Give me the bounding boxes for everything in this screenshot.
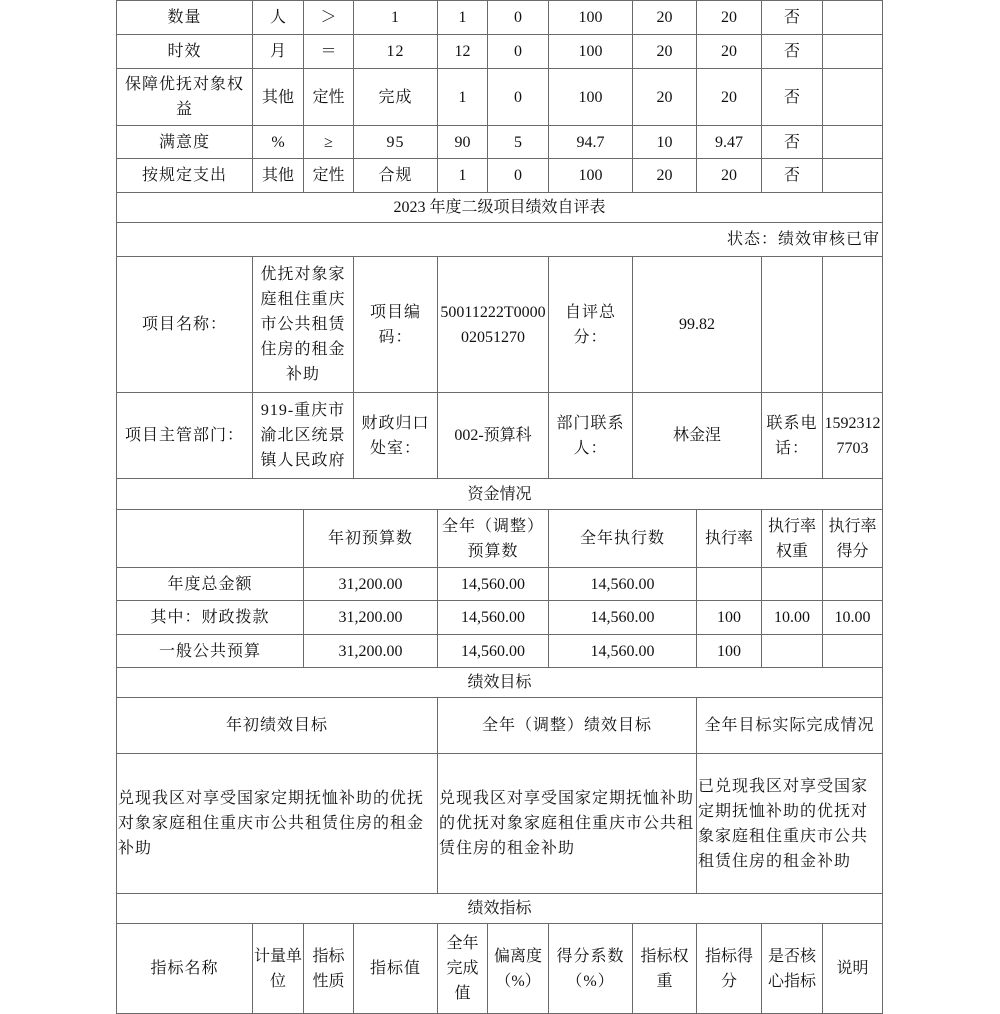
indicator-nature-cell: ＞ xyxy=(304,1,354,35)
indicator-coef-cell: 100 xyxy=(549,1,633,35)
indicator-score-cell: 20 xyxy=(697,159,762,193)
funds-row-label: 一般公共预算 xyxy=(117,635,304,668)
funds-header: 执行率 xyxy=(697,510,762,568)
indicator-note-cell xyxy=(823,35,883,69)
indicator-score-cell: 20 xyxy=(697,69,762,126)
funds-header: 全年执行数 xyxy=(549,510,697,568)
indicator-note-cell xyxy=(823,159,883,193)
goals-header: 全年目标实际完成情况 xyxy=(697,698,883,754)
dept-label: 项目主管部门： xyxy=(117,393,253,479)
performance-self-evaluation-table xyxy=(116,0,883,1014)
indicator-weight-cell: 20 xyxy=(633,159,697,193)
indicator-nature-cell: ＝ xyxy=(304,35,354,69)
funds-row-label: 其中：财政拨款 xyxy=(117,601,304,635)
indicator-actual-cell: 1 xyxy=(438,1,488,35)
funds-value-cell xyxy=(823,568,883,601)
indicator-core-cell: 否 xyxy=(762,1,823,35)
form-title: 2023 年度二级项目绩效自评表 xyxy=(117,193,883,223)
indicator-target-cell: 1 xyxy=(354,1,438,35)
indicator-coef-cell: 100 xyxy=(549,35,633,69)
indicator-name-cell: 保障优抚对象权益 xyxy=(117,69,253,126)
dept-value: 919-重庆市渝北区统景镇人民政府 xyxy=(253,393,354,479)
self-score-value: 99.82 xyxy=(633,257,762,393)
indicator-row xyxy=(117,35,883,69)
indicator-weight-cell: 20 xyxy=(633,35,697,69)
funds-header: 全年（调整）预算数 xyxy=(438,510,549,568)
indicator-header: 计量单位 xyxy=(253,924,304,1014)
goal-actual: 已兑现我区对享受国家定期抚恤补助的优抚对象家庭租住重庆市公共租赁住房的租金补助 xyxy=(697,754,883,894)
indicator-unit-cell: % xyxy=(253,126,304,159)
indicator-unit-cell: 月 xyxy=(253,35,304,69)
funds-value-cell: 31,200.00 xyxy=(304,635,438,668)
goals-value-row xyxy=(117,754,883,894)
funds-header: 执行率权重 xyxy=(762,510,823,568)
indicator-nature-cell: 定性 xyxy=(304,69,354,126)
funds-value-cell: 14,560.00 xyxy=(549,601,697,635)
status-text: 状态：绩效审核已审 xyxy=(117,223,883,257)
funds-header-row xyxy=(117,510,883,568)
indicator-actual-cell: 1 xyxy=(438,159,488,193)
funds-row xyxy=(117,568,883,601)
funds-header: 执行率得分 xyxy=(823,510,883,568)
finance-office-label: 财政归口处室： xyxy=(354,393,438,479)
contact-label: 部门联系人： xyxy=(549,393,633,479)
empty-cell xyxy=(823,257,883,393)
goals-header: 年初绩效目标 xyxy=(117,698,438,754)
indicator-nature-cell: ≥ xyxy=(304,126,354,159)
funds-value-cell: 14,560.00 xyxy=(549,635,697,668)
funds-value-cell: 14,560.00 xyxy=(549,568,697,601)
funds-value-cell xyxy=(823,635,883,668)
funds-value-cell: 100 xyxy=(697,601,762,635)
indicator-header: 偏离度（%） xyxy=(488,924,549,1014)
funds-header: 年初预算数 xyxy=(304,510,438,568)
indicator-note-cell xyxy=(823,69,883,126)
funds-value-cell xyxy=(697,568,762,601)
indicator-core-cell: 否 xyxy=(762,69,823,126)
indicator-name-cell: 满意度 xyxy=(117,126,253,159)
indicator-score-cell: 20 xyxy=(697,1,762,35)
indicator-header: 指标名称 xyxy=(117,924,253,1014)
indicator-note-cell xyxy=(823,126,883,159)
goal-initial: 兑现我区对享受国家定期抚恤补助的优抚对象家庭租住重庆市公共租赁住房的租金补助 xyxy=(117,754,438,894)
goal-adjusted: 兑现我区对享受国家定期抚恤补助的优抚对象家庭租住重庆市公共租赁住房的租金补助 xyxy=(438,754,697,894)
department-row xyxy=(117,393,883,479)
indicator-deviation-cell: 0 xyxy=(488,35,549,69)
indicator-target-cell: 95 xyxy=(354,126,438,159)
funds-value-cell xyxy=(762,635,823,668)
indicator-weight-cell: 20 xyxy=(633,1,697,35)
indicator-core-cell: 否 xyxy=(762,35,823,69)
phone-label: 联系电话： xyxy=(762,393,823,479)
goals-header-row xyxy=(117,698,883,754)
indicator-actual-cell: 1 xyxy=(438,69,488,126)
indicator-nature-cell: 定性 xyxy=(304,159,354,193)
form-title-row xyxy=(117,193,883,223)
funds-value-cell: 31,200.00 xyxy=(304,601,438,635)
funds-value-cell: 31,200.00 xyxy=(304,568,438,601)
goals-section-title: 绩效目标 xyxy=(117,668,883,698)
indicator-actual-cell: 90 xyxy=(438,126,488,159)
indicator-note-cell xyxy=(823,1,883,35)
indicator-name-cell: 按规定支出 xyxy=(117,159,253,193)
indicators-header-row xyxy=(117,924,883,1014)
indicator-deviation-cell: 0 xyxy=(488,69,549,126)
project-code-value: 50011222T000002051270 xyxy=(438,257,549,393)
funds-row xyxy=(117,635,883,668)
indicator-score-cell: 9.47 xyxy=(697,126,762,159)
empty-cell xyxy=(762,257,823,393)
goals-section-row xyxy=(117,668,883,698)
funds-row-label: 年度总金额 xyxy=(117,568,304,601)
indicator-coef-cell: 100 xyxy=(549,69,633,126)
indicator-score-cell: 20 xyxy=(697,35,762,69)
indicator-header: 是否核心指标 xyxy=(762,924,823,1014)
project-code-label: 项目编码： xyxy=(354,257,438,393)
indicator-header: 指标得分 xyxy=(697,924,762,1014)
indicator-header: 指标权重 xyxy=(633,924,697,1014)
funds-value-cell: 10.00 xyxy=(823,601,883,635)
indicator-coef-cell: 94.7 xyxy=(549,126,633,159)
project-info-row xyxy=(117,257,883,393)
funds-row xyxy=(117,601,883,635)
funds-header xyxy=(117,510,304,568)
self-score-label: 自评总分： xyxy=(549,257,633,393)
indicator-row xyxy=(117,159,883,193)
indicator-deviation-cell: 5 xyxy=(488,126,549,159)
funds-value-cell: 14,560.00 xyxy=(438,568,549,601)
indicator-core-cell: 否 xyxy=(762,126,823,159)
indicator-unit-cell: 其他 xyxy=(253,69,304,126)
indicator-weight-cell: 10 xyxy=(633,126,697,159)
project-name-label: 项目名称： xyxy=(117,257,253,393)
indicator-target-cell: 12 xyxy=(354,35,438,69)
indicator-target-cell: 完成 xyxy=(354,69,438,126)
indicator-header: 全年完成值 xyxy=(438,924,488,1014)
indicator-weight-cell: 20 xyxy=(633,69,697,126)
indicator-row xyxy=(117,1,883,35)
indicators-section-row xyxy=(117,894,883,924)
indicator-coef-cell: 100 xyxy=(549,159,633,193)
indicator-unit-cell: 其他 xyxy=(253,159,304,193)
indicator-unit-cell: 人 xyxy=(253,1,304,35)
funds-value-cell xyxy=(762,568,823,601)
indicator-target-cell: 合规 xyxy=(354,159,438,193)
indicator-row xyxy=(117,69,883,126)
funds-value-cell: 100 xyxy=(697,635,762,668)
funds-value-cell: 14,560.00 xyxy=(438,601,549,635)
indicator-name-cell: 数量 xyxy=(117,1,253,35)
indicator-header: 指标性质 xyxy=(304,924,354,1014)
funds-value-cell: 14,560.00 xyxy=(438,635,549,668)
indicator-actual-cell: 12 xyxy=(438,35,488,69)
funds-section-row xyxy=(117,479,883,510)
indicator-header: 得分系数（%） xyxy=(549,924,633,1014)
phone-value: 15923127703 xyxy=(823,393,883,479)
status-row xyxy=(117,223,883,257)
indicators-section-title: 绩效指标 xyxy=(117,894,883,924)
indicator-name-cell: 时效 xyxy=(117,35,253,69)
indicator-deviation-cell: 0 xyxy=(488,159,549,193)
indicator-row xyxy=(117,126,883,159)
indicator-core-cell: 否 xyxy=(762,159,823,193)
contact-value: 林金涅 xyxy=(633,393,762,479)
funds-section-title: 资金情况 xyxy=(117,479,883,510)
goals-header: 全年（调整）绩效目标 xyxy=(438,698,697,754)
finance-office-value: 002-预算科 xyxy=(438,393,549,479)
project-name-value: 优抚对象家庭租住重庆市公共租赁住房的租金补助 xyxy=(253,257,354,393)
indicator-header: 指标值 xyxy=(354,924,438,1014)
funds-value-cell: 10.00 xyxy=(762,601,823,635)
indicator-header: 说明 xyxy=(823,924,883,1014)
indicator-deviation-cell: 0 xyxy=(488,1,549,35)
